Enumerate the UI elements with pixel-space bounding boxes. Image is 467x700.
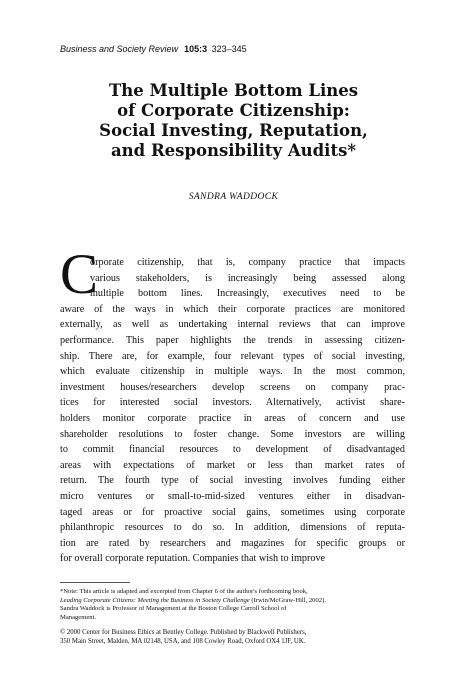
abstract-line: performance. This paper highlights the trends in assessing citizen-	[60, 334, 405, 346]
abstract-line: shareholder resolutions to foster change. Some investors are willing	[60, 428, 405, 440]
title-line-1: The Multiple Bottom Lines	[108, 81, 359, 100]
abstract-line: tices for interested social investors. Alternatively, activist share-	[60, 397, 405, 409]
footnote-line: *Note: This article is adapted and excerpted from Chapter 6 of the author's forthcoming book,	[60, 588, 308, 595]
abstract-line: multiple bottom lines. Increasingly, executives need to be	[90, 288, 405, 300]
footnote-line	[60, 597, 410, 606]
abstract-line: externally, as well as undertaking internal reviews that can improve	[60, 319, 405, 331]
abstract-line: investment houses/researchers develop screens on company prac-	[60, 381, 405, 393]
abstract-line: for overall corporate reputation. Companies that wish to improve	[60, 553, 326, 565]
abstract-line: return. The fourth type of social investing involves funding either	[60, 475, 405, 487]
abstract-line: areas with expectations of market or less than market rates of	[60, 459, 405, 471]
abstract-line: ship. There are, for example, four relevant types of social investing,	[60, 350, 405, 362]
book-publisher: (Irwin/McGraw-Hill, 2002).	[249, 596, 326, 604]
footnote-rule	[60, 582, 130, 583]
journal-volume: 105:3	[184, 44, 208, 54]
journal-name: Business and Society Review	[60, 44, 179, 54]
abstract-line: aware of the ways in which their corporate practices are monitored	[60, 303, 405, 315]
copyright-line: 350 Main Street, Malden, MA 02148, USA, and 108 Cowley Road, Oxford OX4 1JF, UK.	[60, 638, 306, 645]
copyright-notice	[60, 628, 410, 646]
abstract-line: holders monitor corporate practice in areas of concern and use	[60, 412, 405, 424]
abstract-line: various stakeholders, is increasingly being assessed along	[90, 272, 405, 284]
footnote-line: Management.	[60, 613, 97, 621]
abstract-line: tion are rated by researchers and magazines for specific groups or	[60, 537, 405, 549]
running-head	[60, 44, 247, 54]
drop-cap: C	[60, 243, 99, 306]
abstract-line: orporate citizenship, that is, company practice that impacts	[90, 257, 405, 268]
article-title	[40, 81, 427, 161]
footnote-line: Sandra Waddock is Professor of Management at the Boston College Carroll School of	[60, 605, 287, 612]
title-line-3: Social Investing, Reputation,	[99, 121, 368, 140]
title-line-4: and Responsibility Audits*	[110, 141, 356, 160]
footnote	[60, 588, 410, 622]
abstract-line: micro ventures or small-to-mid-sized ventures either in disadvan-	[60, 490, 405, 502]
abstract-line: philanthropic resources to do so. In addition, dimensions of reputa-	[60, 522, 405, 534]
title-line-2: of Corporate Citizenship:	[117, 101, 350, 120]
page-range: 323–345	[211, 44, 247, 54]
abstract-line: to commit financial resources to development of disadvantaged	[60, 444, 405, 456]
abstract-line: taged areas or for proactive social gains, sometimes using corporate	[60, 506, 405, 518]
book-title: Leading Corporate Citizens: Meeting the Business in Society Challenge	[60, 596, 250, 604]
author-name: SANDRA WADDOCK	[188, 192, 279, 202]
abstract-line: which evaluate citizenship in multiple ways. In the most common,	[60, 366, 405, 378]
copyright-line: © 2000 Center for Business Ethics at Bentley College. Published by Blackwell Publishers,	[60, 629, 307, 636]
abstract	[60, 255, 405, 567]
